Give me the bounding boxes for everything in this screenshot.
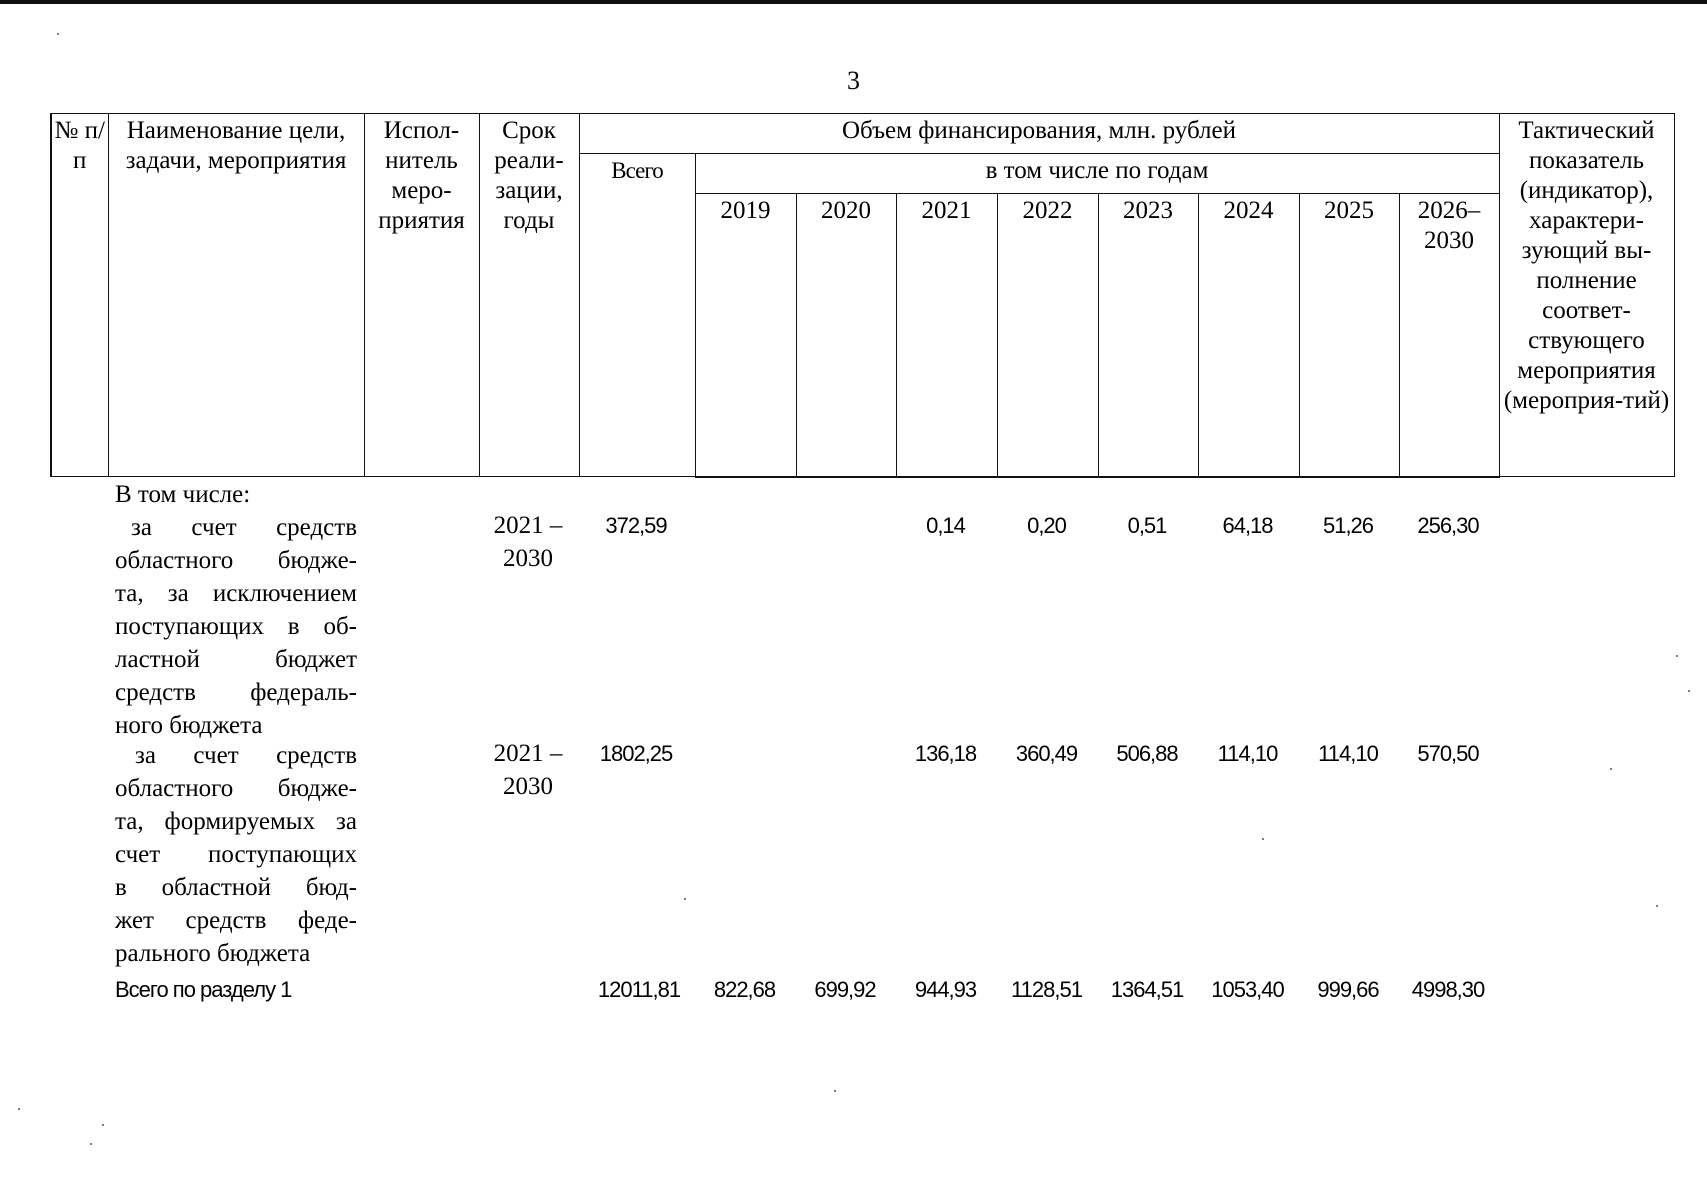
intro-text: В том числе: <box>115 481 251 508</box>
header-year-2022: 2022 <box>997 194 1098 477</box>
summary-2025: 999,66 <box>1317 977 1379 1002</box>
header-year-2023: 2023 <box>1098 194 1198 477</box>
header-year-2026-2030: 2026–2030 <box>1399 194 1499 477</box>
scan-speck <box>1610 768 1612 770</box>
header-total: Всего <box>579 154 695 477</box>
row2-line-1: за счет средств <box>135 742 357 769</box>
scan-speck <box>102 1124 104 1126</box>
header-num: № п/п <box>51 114 108 477</box>
scan-speck <box>1262 838 1264 840</box>
row1-line-1: за счет средств <box>131 514 357 541</box>
summary-2023: 1364,51 <box>1110 977 1184 1002</box>
row2-line-7: рального бюджета <box>115 940 311 967</box>
scan-speck <box>18 1108 20 1110</box>
row1-2025: 51,26 <box>1322 513 1374 538</box>
summary-2020: 699,92 <box>814 977 876 1002</box>
summary-2019: 822,68 <box>713 977 776 1002</box>
row1-line-3: та, за исключением <box>115 580 357 607</box>
header-year-2020: 2020 <box>796 194 896 477</box>
scan-speck <box>1656 905 1658 907</box>
funding-table-header <box>50 113 1675 478</box>
row1-line-7: ного бюджета <box>115 712 263 739</box>
row2-2021: 136,18 <box>914 741 977 766</box>
row2-line-3: та, формируемых за <box>115 808 357 835</box>
header-year-2019: 2019 <box>695 194 796 477</box>
row1-period-end: 2030 <box>503 545 553 572</box>
row2-line-4: счет поступающих <box>115 841 357 868</box>
row2-period-start: 2021 – <box>493 740 563 767</box>
row1-line-2: областного бюдже- <box>115 547 357 574</box>
header-year-2021: 2021 <box>896 194 997 477</box>
row1-2021: 0,14 <box>926 513 965 538</box>
row2-2025: 114,10 <box>1318 741 1378 766</box>
header-period: Срок реали-зации, годы <box>479 114 579 477</box>
row1-line-4: поступающих в об- <box>115 613 357 640</box>
header-year-2024: 2024 <box>1198 194 1299 477</box>
header-executor: Испол-нитель меро-приятия <box>364 114 479 477</box>
page-number: 3 <box>847 66 860 95</box>
row1-line-5: ластной бюджет <box>115 646 357 673</box>
header-indicator: Тактический показатель (индикатор), характери-зующий вы-полнение соответ-ствующего мероприятия (мероприя-тий) <box>1499 114 1674 477</box>
summary-2021: 944,93 <box>914 977 977 1002</box>
summary-2022: 1128,51 <box>1011 977 1082 1002</box>
scan-speck <box>684 898 686 900</box>
summary-2024: 1053,40 <box>1211 977 1284 1002</box>
top-border <box>0 0 1707 4</box>
row1-2023: 0,51 <box>1127 513 1167 538</box>
scan-speck <box>1688 690 1690 692</box>
summary-total: 12011,81 <box>597 977 681 1002</box>
row2-2023: 506,88 <box>1116 741 1178 766</box>
row1-total: 372,59 <box>605 513 667 538</box>
row1-2024: 64,18 <box>1222 513 1273 538</box>
header-name: Наименование цели, задачи, мероприятия <box>108 114 364 477</box>
row2-line-2: областного бюдже- <box>115 775 357 802</box>
summary-2026-2030: 4998,30 <box>1411 977 1485 1002</box>
row2-2026-2030: 570,50 <box>1417 741 1479 766</box>
scan-speck <box>834 1090 836 1092</box>
row2-line-5: в областной бюд- <box>115 874 357 901</box>
scan-speck <box>90 1143 92 1145</box>
summary-label: Всего по разделу 1 <box>115 977 292 1002</box>
row1-period-start: 2021 – <box>493 512 563 539</box>
row2-total: 1802,25 <box>599 741 673 766</box>
header-year-2025: 2025 <box>1299 194 1399 477</box>
row2-line-6: жет средств феде- <box>115 907 357 934</box>
header-by-years: в том числе по годам <box>695 154 1499 194</box>
row1-line-6: средств федераль- <box>115 679 357 706</box>
scan-speck <box>1676 655 1678 657</box>
scan-speck <box>57 33 59 35</box>
row2-2022: 360,49 <box>1015 741 1078 766</box>
row2-2024: 114,10 <box>1217 741 1278 766</box>
header-funding: Объем финансирования, млн. рублей <box>579 114 1499 154</box>
row2-period-end: 2030 <box>503 773 553 800</box>
row1-2026-2030: 256,30 <box>1417 513 1479 538</box>
row1-2022: 0,20 <box>1027 513 1066 538</box>
